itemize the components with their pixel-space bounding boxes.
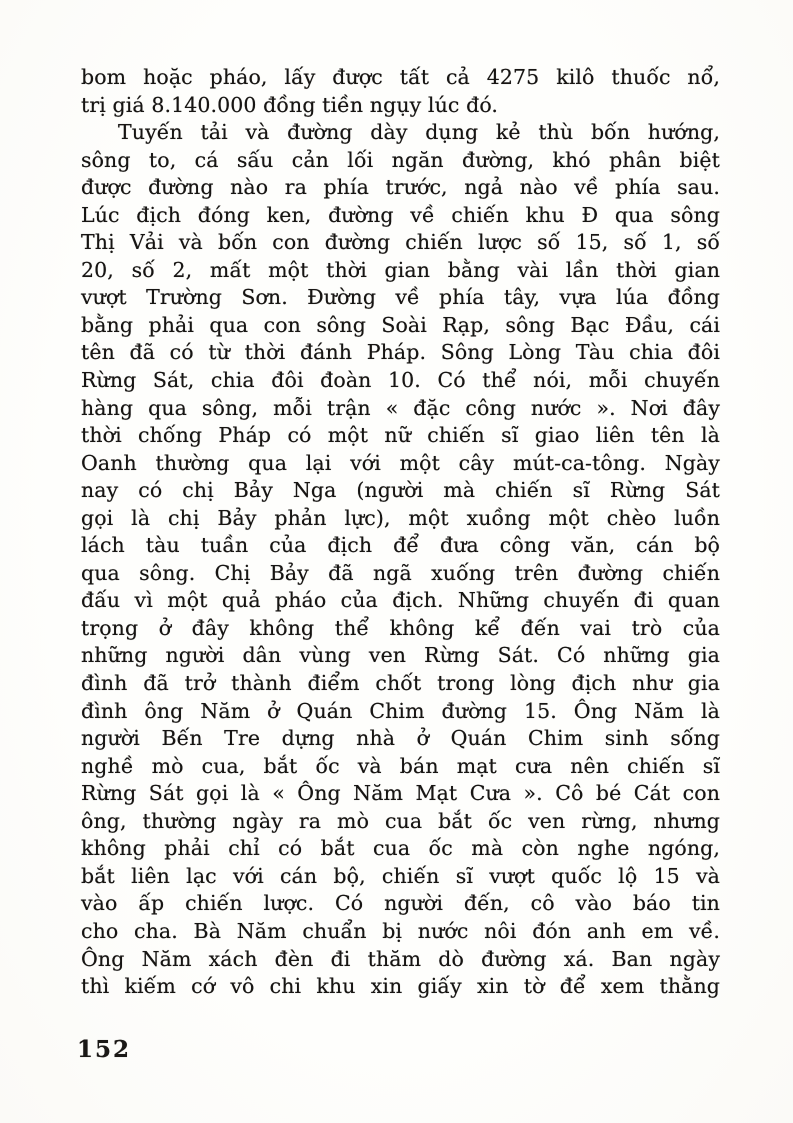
text-line: vào ấp chiến lược. Có người đến, cô vào báo tin <box>81 891 720 916</box>
text-line: Rừng Sát gọi là « Ông Năm Mạt Cưa ». Cô bé Cát con <box>81 781 720 806</box>
text-line: gọi là chị Bảy phản lực), một xuồng một chèo luồn <box>81 505 720 530</box>
text-line: nay có chị Bảy Nga (người mà chiến sĩ Rừng Sát <box>81 478 720 503</box>
text-line: trọng ở đây không thể không kể đến vai trò của <box>81 615 720 640</box>
text-line: Tuyến tải và đường dày dụng kẻ thù bốn hướng, <box>118 120 720 145</box>
text-line: cho cha. Bà Năm chuẩn bị nước nôi đón anh em về. <box>81 918 720 943</box>
text-line: thì kiếm cớ vô chi khu xin giấy xin tờ để xem thằng <box>81 974 720 999</box>
text-line: 20, số 2, mất một thời gian bằng vài lần thời gian <box>81 257 720 282</box>
text-line: Oanh thường qua lại với một cây mút-ca-tông. Ngày <box>81 450 720 475</box>
text-line: sông to, cá sấu cản lối ngăn đường, khó phân biệt <box>81 147 720 172</box>
text-line: đình đã trở thành điểm chốt trong lòng địch như gia <box>81 671 720 696</box>
text-line: ông, thường ngày ra mò cua bắt ốc ven rừng, nhưng <box>81 808 720 833</box>
text-line: người Bến Tre dựng nhà ở Quán Chim sinh sống <box>81 726 720 751</box>
text-line: trị giá 8.140.000 đồng tiền ngụy lúc đó. <box>81 92 499 117</box>
text-line: tên đã có từ thời đánh Pháp. Sông Lòng Tàu chia đôi <box>81 340 720 365</box>
text-line: nghề mò cua, bắt ốc và bán mạt cưa nên chiến sĩ <box>81 753 720 778</box>
text-line: không phải chỉ có bắt cua ốc mà còn nghe ngóng, <box>81 836 720 861</box>
text-line: đấu vì một quả pháo của địch. Những chuyến đi quan <box>81 588 720 613</box>
text-line: hàng qua sông, mỗi trận « đặc công nước ». Nơi đây <box>81 395 720 420</box>
text-line: bắt liên lạc với cán bộ, chiến sĩ vượt quốc lộ 15 và <box>81 863 720 888</box>
text-line: bằng phải qua con sông Soài Rạp, sông Bạc Đầu, cái <box>81 312 720 337</box>
page-text-block <box>81 64 720 1001</box>
text-line: Thị Vải và bốn con đường chiến lược số 15, số 1, số <box>81 230 720 255</box>
text-line: Rừng Sát, chia đôi đoàn 10. Có thể nói, mỗi chuyến <box>81 368 720 393</box>
paragraph <box>81 64 720 119</box>
text-line: Lúc địch đóng ken, đường về chiến khu Đ qua sông <box>81 202 720 227</box>
page-number: 152 <box>77 1036 132 1063</box>
text-line: những người dân vùng ven Rừng Sát. Có những gia <box>81 643 720 668</box>
text-line: Ông Năm xách đèn đi thăm dò đường xá. Ban ngày <box>81 946 720 971</box>
text-line: vượt Trường Sơn. Đường về phía tây, vựa lúa đồng <box>81 285 720 310</box>
paragraph <box>81 119 720 1001</box>
text-line: đình ông Năm ở Quán Chim đường 15. Ông Năm là <box>81 698 720 723</box>
text-line: được đường nào ra phía trước, ngả nào về phía sau. <box>81 175 720 200</box>
text-line: qua sông. Chị Bảy đã ngã xuống trên đường chiến <box>81 560 720 585</box>
text-line: bom hoặc pháo, lấy được tất cả 4275 kilô thuốc nổ, <box>81 65 720 89</box>
text-line: lách tàu tuần của địch để đưa công văn, cán bộ <box>81 533 720 558</box>
text-line: thời chống Pháp có một nữ chiến sĩ giao liên tên là <box>81 423 720 448</box>
